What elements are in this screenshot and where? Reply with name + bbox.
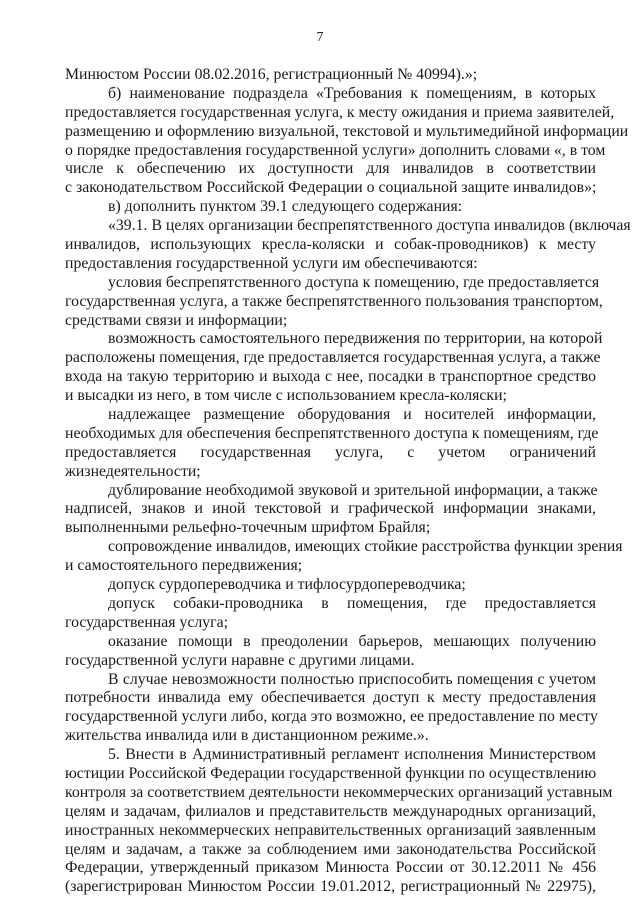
paragraph [65,746,613,897]
text-line: предоставляется государственная услуга, с учетом ограничений [65,443,596,461]
text-line: допуск сурдопереводчика и тифлосурдопереводчика; [108,576,466,594]
text-line: возможность самостоятельного передвижения по территории, на которой [108,330,603,348]
text-line: б) наименование подраздела «Требования к помещениям, в которых [108,84,596,102]
text-line: целям и задачам, а также за соблюдением ими законодательства Российской [65,840,596,858]
paragraph [65,217,631,274]
text-line: входа на такую территорию и выхода с нее, посадки в транспортное средство [65,368,596,386]
text-line: государственная услуга, а также беспрепятственного пользования транспортом, [65,292,603,310]
paragraph [65,273,603,331]
text-line: контроля за соответствием деятельности некоммерческих организаций уставным [65,783,613,801]
document-body [65,66,631,897]
paragraph [65,198,596,217]
text-line: условия беспрепятственного доступа к помещению, где предоставляется [108,273,600,291]
text-line: надписей, знаков и иной текстовой и графической информации знаками, [65,500,596,518]
text-line: «39.1. В целях организации беспрепятственного доступа инвалидов (включая [108,217,631,235]
text-line: расположены помещения, где предоставляется государственная услуга, а также [65,349,601,367]
text-line: иностранных некоммерческих неправительственных организаций заявленным [65,821,596,839]
text-line: средствами связи и информации; [65,311,288,329]
text-line: (зарегистрирован Минюстом России 19.01.2012, регистрационный № 22975), [65,878,596,896]
text-line: и высадки из него, в том числе с использованием кресла-коляски; [65,387,507,405]
text-line: размещению и оформлению визуальной, текстовой и мультимедийной информации [65,122,629,140]
text-line: жизнедеятельности; [65,462,201,480]
text-line: надлежащее размещение оборудования и носителей информации, [108,406,596,424]
paragraph [65,330,603,406]
text-line: о порядке предоставления государственной услуги» дополнить словами «, в том [65,141,606,159]
paragraph [65,633,596,671]
text-line: инвалидов, использующих кресла-коляски и собак-проводников) к месту [65,236,596,254]
paragraph [65,576,596,595]
paragraph [65,595,596,633]
text-line: целям и задачам, филиалов и представительств международных организаций, [65,802,596,820]
text-line: В случае невозможности полностью приспособить помещения с учетом [108,670,596,688]
text-line: необходимых для обеспечения беспрепятственного доступа к помещениям, где [65,424,599,442]
text-line: в) дополнить пунктом 39.1 следующего содержания: [108,198,463,216]
text-line: потребности инвалида ему обеспечивается доступ к месту предоставления [65,689,596,707]
paragraph [65,84,629,198]
text-line: с законодательством Российской Федерации о социальной защите инвалидов»; [65,179,597,197]
text-line: числе к обеспечению их доступности для инвалидов в соответствии [65,160,596,178]
paragraph [65,538,623,576]
text-line: выполненными рельефно-точечным шрифтом Брайля; [65,519,431,537]
text-line: предоставляется государственная услуга, к месту ожидания и приема заявителей, [65,103,615,121]
text-line: допуск собаки-проводника в помещения, где предоставляется [108,594,596,612]
text-line: Федерации, утвержденный приказом Минюста России от 30.12.2011 № 456 [65,859,596,877]
text-line: государственной услуги наравне с другими лицами. [65,651,415,669]
paragraph [65,482,596,539]
text-line: предоставления государственной услуги им обеспечиваются: [65,254,478,272]
text-line: государственной услуги либо, когда это возможно, ее предоставление по месту [65,708,598,726]
paragraph [65,671,596,747]
paragraph [65,406,599,482]
text-line: 5. Внести в Административный регламент исполнения Министерством [108,746,596,764]
page-number: 7 [316,30,324,45]
text-line: Минюстом России 08.02.2016, регистрационный № 40994).»; [65,66,478,83]
text-line: и самостоятельного передвижения; [65,557,303,575]
text-line: государственная услуга; [65,613,229,631]
text-line: жительства инвалида или в дистанционном режиме.». [65,727,429,745]
text-line: юстиции Российской Федерации государственной функции по осуществлению [65,764,597,782]
text-line: оказание помощи в преодолении барьеров, мешающих получению [108,632,596,650]
text-line: дублирование необходимой звуковой и зрительной информации, а также [108,481,598,499]
text-line: сопровождение инвалидов, имеющих стойкие расстройства функции зрения [108,538,623,556]
paragraph [65,66,596,85]
